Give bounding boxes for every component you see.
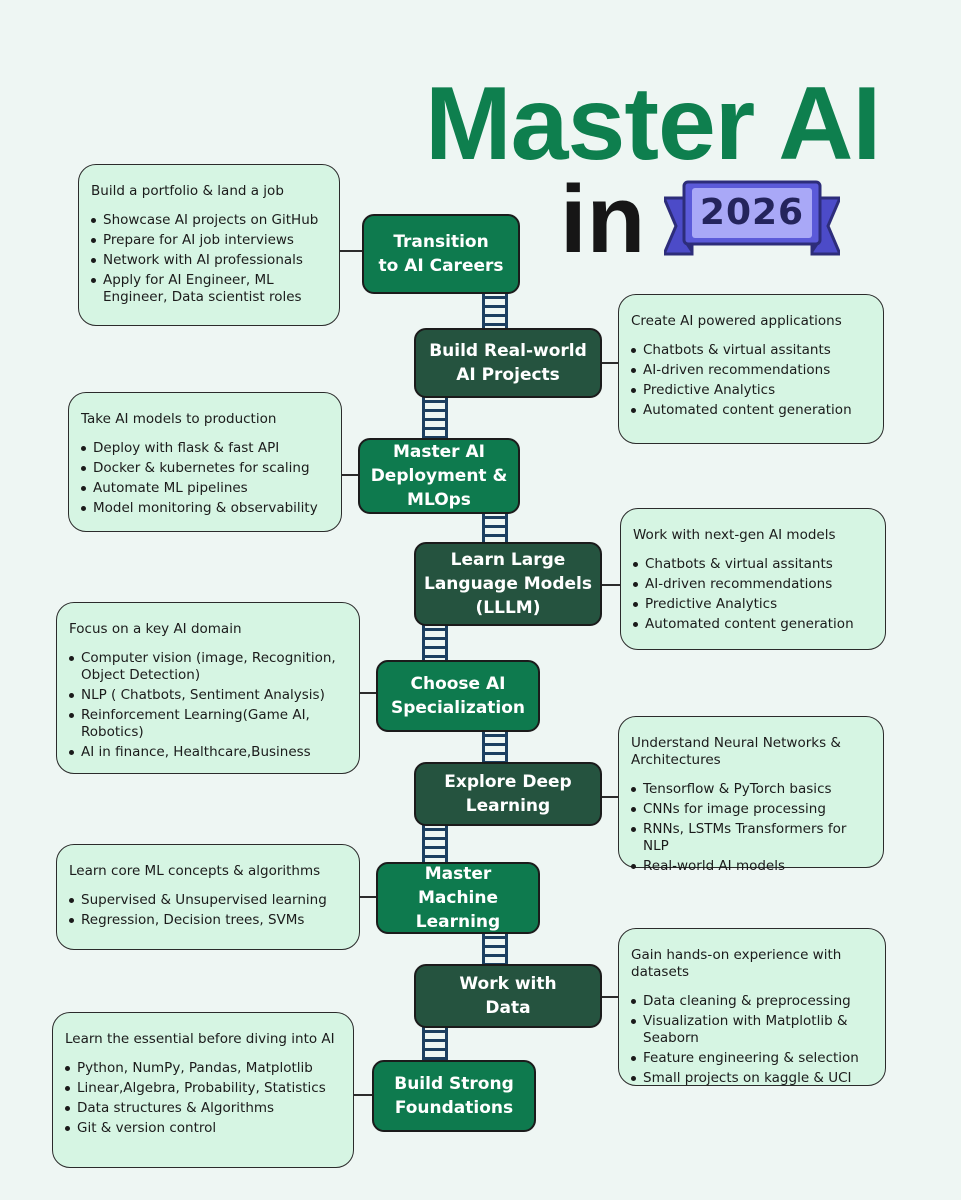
list-item: AI-driven recommendations bbox=[631, 362, 871, 379]
step-explore-deep-learning bbox=[414, 762, 602, 826]
ladder-8 bbox=[422, 1026, 448, 1060]
card-deployment bbox=[68, 392, 342, 532]
connector-5 bbox=[358, 692, 378, 694]
card-list bbox=[631, 781, 871, 875]
card-list bbox=[65, 1060, 341, 1137]
list-item: AI in finance, Healthcare,Business bbox=[69, 744, 347, 761]
step-work-with-data bbox=[414, 964, 602, 1028]
card-data bbox=[618, 928, 886, 1086]
list-item: Tensorflow & PyTorch basics bbox=[631, 781, 871, 798]
list-item: Predictive Analytics bbox=[633, 596, 873, 613]
list-item: Reinforcement Learning(Game AI, Robotics) bbox=[69, 707, 347, 741]
list-item: Network with AI professionals bbox=[91, 252, 327, 269]
list-item: Docker & kubernetes for scaling bbox=[81, 460, 329, 477]
ladder-5 bbox=[482, 730, 508, 762]
list-item: Automate ML pipelines bbox=[81, 480, 329, 497]
list-item: Real-world AI models bbox=[631, 858, 871, 875]
card-llm bbox=[620, 508, 886, 650]
card-heading: Take AI models to production bbox=[81, 411, 277, 427]
list-item: CNNs for image processing bbox=[631, 801, 871, 818]
list-item: Linear,Algebra, Probability, Statistics bbox=[65, 1080, 341, 1097]
step-build-strong-foundations bbox=[372, 1060, 536, 1132]
list-item: AI-driven recommendations bbox=[633, 576, 873, 593]
card-list bbox=[69, 892, 347, 929]
list-item: Computer vision (image, Recognition, Object Detection) bbox=[69, 650, 347, 684]
ladder-1 bbox=[482, 292, 508, 328]
step-choose-ai-specialization bbox=[376, 660, 540, 732]
card-heading: Work with next-gen AI models bbox=[633, 527, 836, 543]
card-list bbox=[81, 440, 329, 517]
list-item: Visualization with Matplotlib & Seaborn bbox=[631, 1013, 873, 1047]
step-label: Explore Deep Learning bbox=[444, 772, 572, 816]
step-transition-to-ai-careers bbox=[362, 214, 520, 294]
list-item: Data structures & Algorithms bbox=[65, 1100, 341, 1117]
connector-9 bbox=[354, 1094, 374, 1096]
connector-6 bbox=[600, 796, 620, 798]
list-item: Chatbots & virtual assitants bbox=[633, 556, 873, 573]
card-careers bbox=[78, 164, 340, 326]
list-item: Feature engineering & selection bbox=[631, 1050, 873, 1067]
list-item: Supervised & Unsupervised learning bbox=[69, 892, 347, 909]
list-item: NLP ( Chatbots, Sentiment Analysis) bbox=[69, 687, 347, 704]
card-machine-learning bbox=[56, 844, 360, 950]
card-heading: Understand Neural Networks & Architectures bbox=[631, 735, 841, 768]
list-item: Showcase AI projects on GitHub bbox=[91, 212, 327, 229]
card-list bbox=[91, 212, 327, 306]
card-heading: Gain hands-on experience with datasets bbox=[631, 947, 842, 980]
list-item: Chatbots & virtual assitants bbox=[631, 342, 871, 359]
list-item: Deploy with flask & fast API bbox=[81, 440, 329, 457]
list-item: Automated content generation bbox=[631, 402, 871, 419]
step-label: Choose AI Specialization bbox=[390, 674, 526, 718]
card-heading: Learn the essential before diving into AI bbox=[65, 1031, 335, 1047]
list-item: Prepare for AI job interviews bbox=[91, 232, 327, 249]
step-build-real-world-ai-projects bbox=[414, 328, 602, 398]
card-foundations bbox=[52, 1012, 354, 1168]
connector-2 bbox=[600, 362, 620, 364]
card-list bbox=[631, 993, 873, 1087]
step-label: Transition to AI Careers bbox=[378, 232, 504, 276]
card-heading: Create AI powered applications bbox=[631, 313, 842, 329]
step-master-ai-deployment-mlops bbox=[358, 438, 520, 514]
page-title: Master AI bbox=[425, 66, 881, 182]
title-in-word: in bbox=[560, 166, 646, 273]
connector-4 bbox=[600, 584, 620, 586]
connector-3 bbox=[340, 474, 360, 476]
list-item: Data cleaning & preprocessing bbox=[631, 993, 873, 1010]
card-list bbox=[69, 650, 347, 761]
list-item: Model monitoring & observability bbox=[81, 500, 329, 517]
card-heading: Learn core ML concepts & algorithms bbox=[69, 863, 321, 879]
connector-1 bbox=[338, 250, 364, 252]
list-item: Automated content generation bbox=[633, 616, 873, 633]
step-label: Build Real-world AI Projects bbox=[429, 341, 587, 385]
list-item: Predictive Analytics bbox=[631, 382, 871, 399]
list-item: Apply for AI Engineer, ML Engineer, Data scientist roles bbox=[91, 272, 327, 306]
step-label: Work with Data bbox=[459, 974, 557, 1018]
connector-7 bbox=[358, 896, 378, 898]
card-heading: Build a portfolio & land a job bbox=[91, 183, 284, 199]
card-list bbox=[633, 556, 873, 633]
list-item: Regression, Decision trees, SVMs bbox=[69, 912, 347, 929]
year-badge: 2026 bbox=[699, 191, 805, 233]
list-item: Git & version control bbox=[65, 1120, 341, 1137]
step-label: Master AI Deployment & MLOps bbox=[370, 442, 508, 510]
ladder-2 bbox=[422, 396, 448, 438]
card-list bbox=[631, 342, 871, 419]
card-projects bbox=[618, 294, 884, 444]
card-deep-learning bbox=[618, 716, 884, 874]
step-master-machine-learning bbox=[376, 862, 540, 934]
ladder-4 bbox=[422, 624, 448, 660]
step-learn-large-language-models bbox=[414, 542, 602, 626]
card-specialization bbox=[56, 602, 360, 774]
list-item: RNNs, LSTMs Transformers for NLP bbox=[631, 821, 871, 855]
ladder-3 bbox=[482, 512, 508, 544]
card-heading: Focus on a key AI domain bbox=[69, 621, 242, 637]
connector-8 bbox=[600, 996, 620, 998]
ladder-7 bbox=[482, 932, 508, 964]
list-item: Small projects on kaggle & UCI bbox=[631, 1070, 873, 1087]
step-label: Master Machine Learning bbox=[415, 864, 501, 932]
step-label: Build Strong Foundations bbox=[394, 1074, 514, 1118]
ladder-6 bbox=[422, 824, 448, 862]
list-item: Python, NumPy, Pandas, Matplotlib bbox=[65, 1060, 341, 1077]
step-label: Learn Large Language Models (LLLM) bbox=[424, 550, 593, 618]
